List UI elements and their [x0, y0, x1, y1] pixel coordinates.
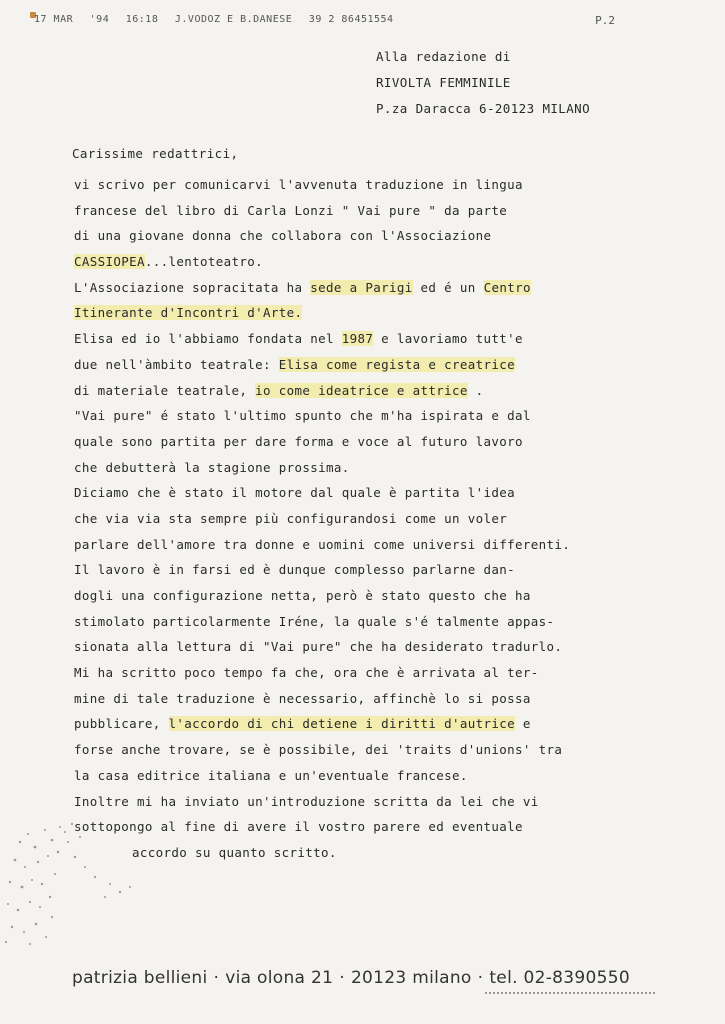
footer-separator: ·: [339, 968, 345, 988]
body-text: ...lentoteatro.: [144, 254, 264, 270]
body-line: sionata alla lettura di "Vai pure" che ha desiderato tradurlo.: [74, 639, 563, 655]
highlighted-text: io come ideatrice e attrice: [255, 382, 468, 398]
body-line: stimolato particolarmente Iréne, la quale s'é talmente appas-: [74, 613, 555, 629]
highlighted-text: Centro: [483, 279, 531, 295]
body-text: pubblicare,: [74, 716, 169, 732]
footer-address: via olona 21: [225, 968, 334, 988]
body-line: la casa editrice italiana e un'eventuale francese.: [74, 767, 468, 783]
body-text: Elisa ed io l'abbiamo fondata nel: [74, 331, 342, 347]
highlighted-text: 1987: [341, 331, 374, 347]
body-line: forse anche trovare, se è possibile, dei 'traits d'unions' tra: [74, 742, 563, 758]
footer-name: patrizia bellieni: [72, 968, 208, 988]
body-line: [74, 300, 570, 326]
body-line: Diciamo che è stato il motore dal quale è partita l'idea: [74, 485, 516, 501]
body-line: Inoltre mi ha inviato un'introduzione scritta da lei che vi: [74, 793, 539, 809]
body-text: L'Associazione sopracitata ha: [74, 279, 311, 295]
addressee-line-3: P.za Daracca 6-20123 MILANO: [376, 101, 590, 116]
body-line: [74, 249, 570, 275]
body-line: "Vai pure" é stato l'ultimo spunto che m'ha ispirata e dal: [74, 408, 531, 424]
body-line: dogli una configurazione netta, però è stato questo che ha: [74, 588, 531, 603]
addressee-block: [376, 44, 590, 122]
body-line: sottopongo al fine di avere il vostro parere ed eventuale: [74, 819, 523, 835]
letterhead-footer: [72, 968, 685, 988]
body-line: [74, 378, 570, 404]
body-line: Il lavoro è in farsi ed è dunque complesso parlarne dan-: [74, 562, 516, 578]
salutation: Carissime redattrici,: [72, 146, 239, 161]
fax-phone: 39 2 86451554: [308, 14, 394, 25]
fax-page-number: P.2: [595, 14, 615, 27]
body-line: francese del libro di Carla Lonzi " Vai pure " da parte: [74, 202, 508, 218]
fax-date: 17 MAR: [34, 14, 74, 25]
highlighted-text: Itinerante d'Incontri d'Arte.: [74, 305, 303, 321]
body-line: di una giovane donna che collabora con l'Associazione: [74, 228, 492, 244]
body-line: vi scrivo per comunicarvi l'avvenuta traduzione in lingua: [74, 177, 523, 192]
footer-tel: tel. 02-8390550: [489, 968, 630, 988]
body-line: Mi ha scritto poco tempo fa che, ora che è arrivata al ter-: [74, 665, 539, 681]
body-line: quale sono partita per dare forma e voce al futuro lavoro: [74, 433, 523, 449]
fax-sender: J.VODOZ E B.DANESE: [174, 14, 293, 25]
body-text: di materiale teatrale,: [74, 382, 256, 398]
body-text: e lavoriamo tutt'e: [373, 331, 523, 347]
body-text: e: [515, 716, 531, 732]
body-line: [74, 275, 570, 301]
addressee-line-2: RIVOLTA FEMMINILE: [376, 75, 511, 90]
highlighted-text: sede a Parigi: [310, 279, 413, 295]
body-text: ed é un: [412, 279, 484, 295]
body-line: che debutterà la stagione prossima.: [74, 459, 350, 475]
fax-header: [34, 14, 615, 25]
body-line: accordo su quanto scritto.: [132, 844, 337, 860]
body-line: [74, 711, 570, 737]
highlighted-text: l'accordo di chi detiene i diritti d'autrice: [168, 716, 516, 732]
body-line: parlare dell'amore tra donne e uomini come universi differenti.: [74, 536, 571, 552]
footer-separator: ·: [213, 968, 220, 988]
footer-separator: ·: [477, 968, 484, 988]
body-text: due nell'àmbito teatrale:: [74, 356, 279, 372]
letter-body: [74, 172, 570, 866]
fax-trail-line: [485, 992, 655, 998]
fax-year: '94: [89, 14, 110, 25]
body-line: mine di tale traduzione è necessario, affinchè lo si possa: [74, 690, 531, 706]
footer-city: 20123 milano: [350, 968, 472, 988]
highlighted-text: CASSIOPEA: [74, 254, 145, 270]
highlighted-text: Elisa come regista e creatrice: [278, 356, 516, 372]
body-line: [74, 326, 570, 352]
body-line: che via via sta sempre più configurandosi come un voler: [74, 510, 508, 526]
body-line: [74, 352, 570, 378]
toner-smudge-icon: [0, 812, 145, 952]
addressee-line-1: Alla redazione di: [376, 49, 511, 64]
body-text: .: [467, 382, 484, 398]
fax-time: 16:18: [125, 14, 159, 25]
